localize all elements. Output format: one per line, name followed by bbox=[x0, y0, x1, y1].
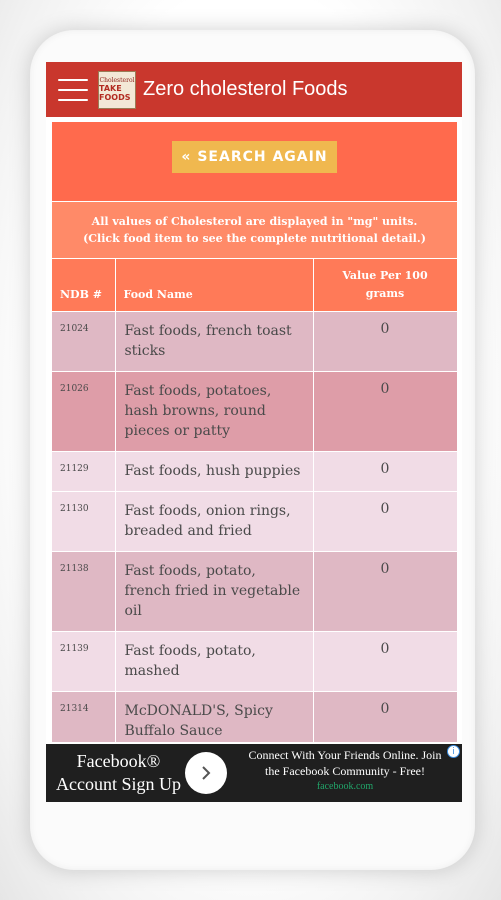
menu-icon[interactable] bbox=[58, 79, 88, 101]
chevron-right-icon bbox=[197, 764, 215, 782]
table-row[interactable] bbox=[52, 632, 457, 692]
ad-open-button[interactable] bbox=[185, 752, 227, 794]
table-row[interactable] bbox=[52, 692, 457, 743]
cell-food-name[interactable]: Fast foods, potatoes, hash browns, round pieces or patty bbox=[115, 372, 313, 452]
app-logo-line2: TAKE FOODS bbox=[99, 84, 131, 102]
ad-description-line-1: Connect With Your Friends Online. Join bbox=[248, 748, 442, 762]
cell-food-name[interactable]: Fast foods, french toast sticks bbox=[115, 312, 313, 372]
cell-ndb: 21129 bbox=[52, 452, 115, 492]
app-title: Zero cholesterol Foods bbox=[143, 78, 348, 100]
table-row[interactable] bbox=[52, 372, 457, 452]
cell-ndb: 21024 bbox=[52, 312, 115, 372]
table-row[interactable] bbox=[52, 452, 457, 492]
ad-headline[interactable] bbox=[46, 744, 191, 802]
food-table bbox=[52, 258, 457, 742]
header-food-name: Food Name bbox=[115, 259, 313, 312]
cell-value: 0 bbox=[313, 312, 457, 372]
ad-source: facebook.com bbox=[316, 781, 374, 792]
cell-value: 0 bbox=[313, 632, 457, 692]
cell-food-name[interactable]: McDONALD'S, Spicy Buffalo Sauce bbox=[115, 692, 313, 743]
cell-value: 0 bbox=[313, 372, 457, 452]
table-row[interactable] bbox=[52, 552, 457, 632]
header-ndb: NDB # bbox=[52, 259, 115, 312]
info-banner bbox=[52, 202, 457, 258]
search-panel bbox=[52, 122, 457, 201]
cell-ndb: 21138 bbox=[52, 552, 115, 632]
table-row[interactable] bbox=[52, 492, 457, 552]
app-bar bbox=[46, 62, 462, 117]
table-row[interactable] bbox=[52, 312, 457, 372]
cell-ndb: 21314 bbox=[52, 692, 115, 743]
info-line-1: All values of Cholesterol are displayed in "mg" units. bbox=[91, 215, 418, 228]
ad-headline-line-1: Facebook® bbox=[76, 751, 161, 771]
ad-info-icon[interactable]: i bbox=[447, 745, 460, 758]
cell-value: 0 bbox=[313, 492, 457, 552]
cell-ndb: 21026 bbox=[52, 372, 115, 452]
cell-food-name[interactable]: Fast foods, potato, french fried in vegetable oil bbox=[115, 552, 313, 632]
cell-ndb: 21130 bbox=[52, 492, 115, 552]
ad-banner[interactable] bbox=[46, 744, 462, 802]
header-value: Value Per 100 grams bbox=[313, 259, 457, 312]
cell-value: 0 bbox=[313, 452, 457, 492]
cell-food-name[interactable]: Fast foods, hush puppies bbox=[115, 452, 313, 492]
table-header-row bbox=[52, 259, 457, 312]
app-logo-line1: Cholesterol bbox=[99, 77, 135, 84]
app-logo bbox=[98, 71, 136, 109]
ad-headline-line-2: Account Sign Up bbox=[56, 774, 181, 794]
cell-food-name[interactable]: Fast foods, onion rings, breaded and fried bbox=[115, 492, 313, 552]
search-again-button[interactable]: « SEARCH AGAIN bbox=[172, 141, 336, 173]
cell-value: 0 bbox=[313, 692, 457, 743]
app-screen bbox=[46, 62, 462, 802]
main-content bbox=[52, 122, 457, 742]
cell-ndb: 21139 bbox=[52, 632, 115, 692]
info-line-2: (Click food item to see the complete nutritional detail.) bbox=[83, 232, 426, 245]
cell-food-name[interactable]: Fast foods, potato, mashed bbox=[115, 632, 313, 692]
ad-description-line-2: the Facebook Community - Free! bbox=[265, 764, 425, 778]
ad-description[interactable] bbox=[229, 747, 461, 799]
cell-value: 0 bbox=[313, 552, 457, 632]
